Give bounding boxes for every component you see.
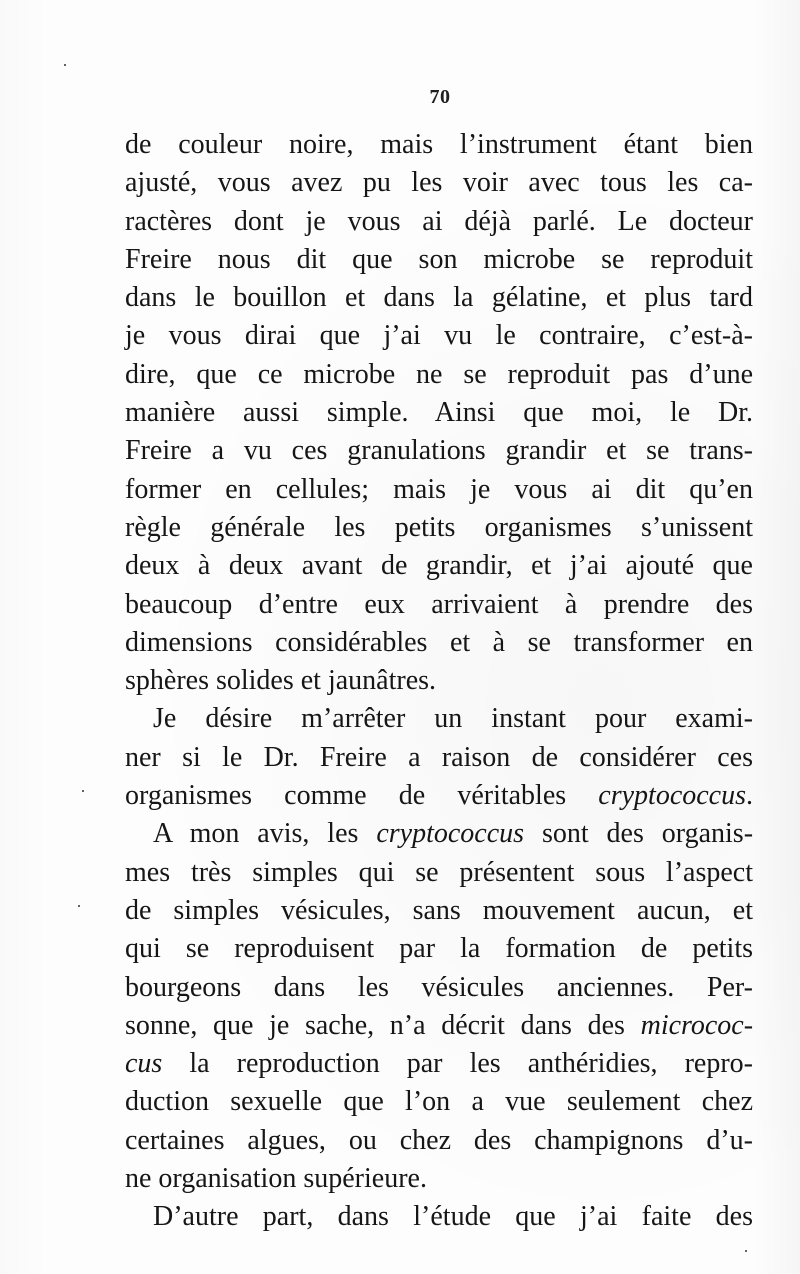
text-line: ractères dont je vous ai déjà parlé. Le docteur	[125, 205, 753, 237]
text-line: organismes comme de véritables cryptococcus.	[125, 780, 754, 812]
text-line: je vous dirai que j’ai vu le contraire, c’est-à-	[125, 320, 753, 352]
text-line: dans le bouillon et dans la gélatine, et plus tard	[125, 282, 753, 314]
text-line: sphères solides et jaunâtres.	[125, 665, 437, 697]
text-line: D’autre part, dans l’étude que j’ai faite des	[153, 1201, 753, 1233]
text-line: mes très simples qui se présentent sous l’aspect	[125, 856, 753, 888]
body-text	[125, 126, 753, 1237]
text-line: Freire a vu ces granulations grandir et se trans-	[125, 435, 753, 467]
page-number: 70	[429, 86, 451, 108]
text-line: ne organisation supérieure.	[125, 1163, 427, 1195]
scan-speck	[82, 790, 84, 792]
italic-term: micrococ-	[640, 1009, 754, 1041]
text-line: manière aussi simple. Ainsi que moi, le Dr.	[125, 397, 753, 429]
text-line: de couleur noire, mais l’instrument étant bien	[125, 129, 753, 160]
text-line: duction sexuelle que l’on a vue seulement chez	[125, 1086, 753, 1118]
text-line: dire, que ce microbe ne se reproduit pas d’une	[125, 358, 753, 390]
scan-speck	[745, 1250, 747, 1252]
text-line: de simples vésicules, sans mouvement aucun, et	[125, 894, 753, 926]
text-line: former en cellules; mais je vous ai dit qu’en	[125, 473, 753, 505]
text-line: sonne, que je sache, n’a décrit dans des micrococ-	[125, 1009, 754, 1041]
text-line: cus la reproduction par les anthéridies, repro-	[125, 1048, 754, 1080]
text-line: Freire nous dit que son microbe se reproduit	[125, 243, 753, 275]
italic-term: cryptococcus	[376, 818, 525, 850]
scan-speck	[78, 905, 80, 907]
text-line: beaucoup d’entre eux arrivaient à prendre des	[125, 588, 753, 620]
text-line: Je désire m’arrêter un instant pour exami-	[153, 703, 753, 735]
text-line: certaines algues, ou chez des champignons d’u-	[125, 1124, 753, 1156]
text-line: dimensions considérables et à se transformer en	[125, 626, 753, 658]
text-line: qui se reproduisent par la formation de petits	[125, 933, 753, 965]
text-line: A mon avis, les cryptococcus sont des organis-	[153, 818, 754, 850]
text-line: règle générale les petits organismes s’unissent	[125, 511, 753, 543]
text-line: bourgeons dans les vésicules anciennes. Per-	[125, 971, 753, 1003]
text-line: ajusté, vous avez pu les voir avec tous les ca-	[125, 167, 753, 199]
text-line: deux à deux avant de grandir, et j’ai ajouté que	[125, 550, 753, 582]
italic-term: cryptococcus	[598, 780, 747, 812]
italic-term: cus	[125, 1048, 163, 1080]
text-line: ner si le Dr. Freire a raison de considérer ces	[125, 741, 753, 773]
scan-speck	[64, 64, 66, 66]
